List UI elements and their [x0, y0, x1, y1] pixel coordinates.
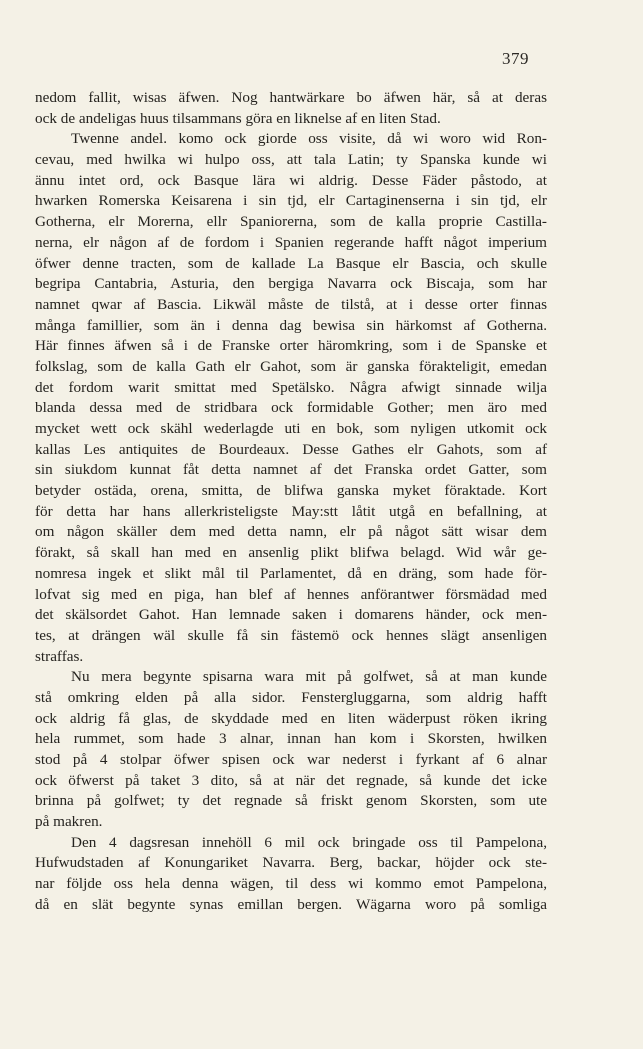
text-line: för detta har hans allerkristeligste May:stt låtit utgå en befallning, at [35, 502, 547, 520]
text-line: sin siukdom kunnat fåt detta namnet af det Franska ordet Gatter, som [35, 461, 547, 479]
text-line: brinna på golfwet; ty det regnade så friskt genom Skorsten, som ute [35, 792, 547, 810]
text-line: blanda dessa med de stridbara ock formidable Gother; men äro med [35, 399, 547, 417]
text-line: straffas. [35, 647, 84, 665]
text-line: cevau, med hwilka wi hulpo oss, att tala Latin; ty Spanska kunde wi [35, 151, 547, 169]
text-line: Här finnes äfwen så i de Franske orter häromkring, som i de Spanske et [35, 337, 547, 355]
text-line: det fordom warit smittat med Spetälsko. Några afwigt sinnade wilja [35, 378, 547, 396]
text-line: det skälsordet Gahot. Han lemnade saken i domarens händer, ock men- [35, 606, 547, 624]
text-line: Den 4 dagsresan innehöll 6 mil ock bringade oss til Pampelona, [71, 833, 547, 851]
text-line: ännu intet ord, ock Basque lära wi aldrig. Desse Fäder påstodo, at [35, 171, 547, 189]
text-line: ock öfwerst på taket 3 dito, så at när det regnade, så kunde det icke [35, 771, 547, 789]
text-line: på makren. [35, 813, 103, 831]
text-line: Hufwudstaden af Konungariket Navarra. Berg, backar, höjder ock ste- [35, 854, 547, 872]
text-line: nedom fallit, wisas äfwen. Nog hantwärkare bo äfwen här, så at deras [35, 89, 547, 106]
text-line: begripa Cantabria, Asturia, den bergiga Navarra ock Biscaja, som har [35, 275, 547, 293]
text-line: Gotherna, elr Morerna, ellr Spaniorerna, som de kalla proprie Castilla- [35, 213, 547, 231]
page-number: 379 [502, 49, 529, 68]
text-line: hela rummet, som hade 3 alnar, innan han kom i Skorsten, hwilken [35, 730, 547, 748]
text-line: nar följde oss hela denna wägen, til dess wi kommo emot Pampelona, [35, 875, 547, 893]
text-line: hwarken Romerska Keisarena i sin tjd, elr Cartaginenserna i sin tjd, elr [35, 192, 547, 210]
text-line: nerna, elr någon af de fordom i Spanien regerande hafft något imperium [35, 233, 547, 251]
text-line: många famillier, som än i denna dag bewisa sin härkomst af Gotherna. [35, 316, 547, 334]
text-line: kallas Les antiquites de Bourdeaux. Desse Gathes elr Gahots, som af [35, 440, 547, 458]
body-text [35, 88, 547, 916]
text-line: förakt, så skall han med en ansenlig plikt blifwa belagd. Wid wår ge- [35, 544, 547, 562]
text-line: Nu mera begynte spisarna wara mit på golfwet, så at man kunde [71, 668, 547, 686]
text-line: lofvat sig med en piga, han blef af hennes anförantwer försmädad med [35, 585, 547, 603]
text-line: folkslag, som de kalla Gath elr Gahot, som är ganska förakteligit, emedan [35, 357, 547, 375]
text-line: nomresa ingek et slikt mål til Parlamentet, då en dräng, som hade för- [35, 564, 547, 582]
text-line: stod på 4 stolpar öfwer spisen ock war nederst i fyrkant af 6 alnar [35, 751, 547, 768]
text-line: namnet qwar af Bascia. Likwäl måste de tilstå, at i desse orter finnas [35, 295, 547, 313]
text-line: då en slät begynte synas emillan bergen. Wägarna woro på somliga [35, 895, 547, 913]
text-line: ock de andeligas huus tilsammans göra en liknelse af en liten Stad. [35, 109, 441, 127]
text-line: om någon skäller dem med detta namn, elr på något sätt wisar dem [35, 523, 547, 541]
text-line: betyder ostäda, orena, smitta, de blifwa ganska myket föraktade. Kort [35, 482, 547, 500]
text-line: ock aldrig få glas, de skyddade med en liten wäderpust röken ikring [35, 709, 547, 727]
text-line: öfwer denne tracten, som de kallade La Basque elr Bascia, och skulle [35, 254, 547, 272]
text-line: Twenne andel. komo ock giorde oss visite, då wi woro wid Ron- [71, 130, 547, 148]
text-line: mycket wett ock skähl wederlagde uti en bok, som nyligen utkomit ock [35, 420, 547, 437]
text-line: tes, at drängen wäl skulle få sin fästemö ock hennes slägt ansenligen [35, 626, 547, 644]
text-line: stå omkring elden på alla sidor. Fenstergluggarna, som aldrig hafft [35, 688, 547, 706]
